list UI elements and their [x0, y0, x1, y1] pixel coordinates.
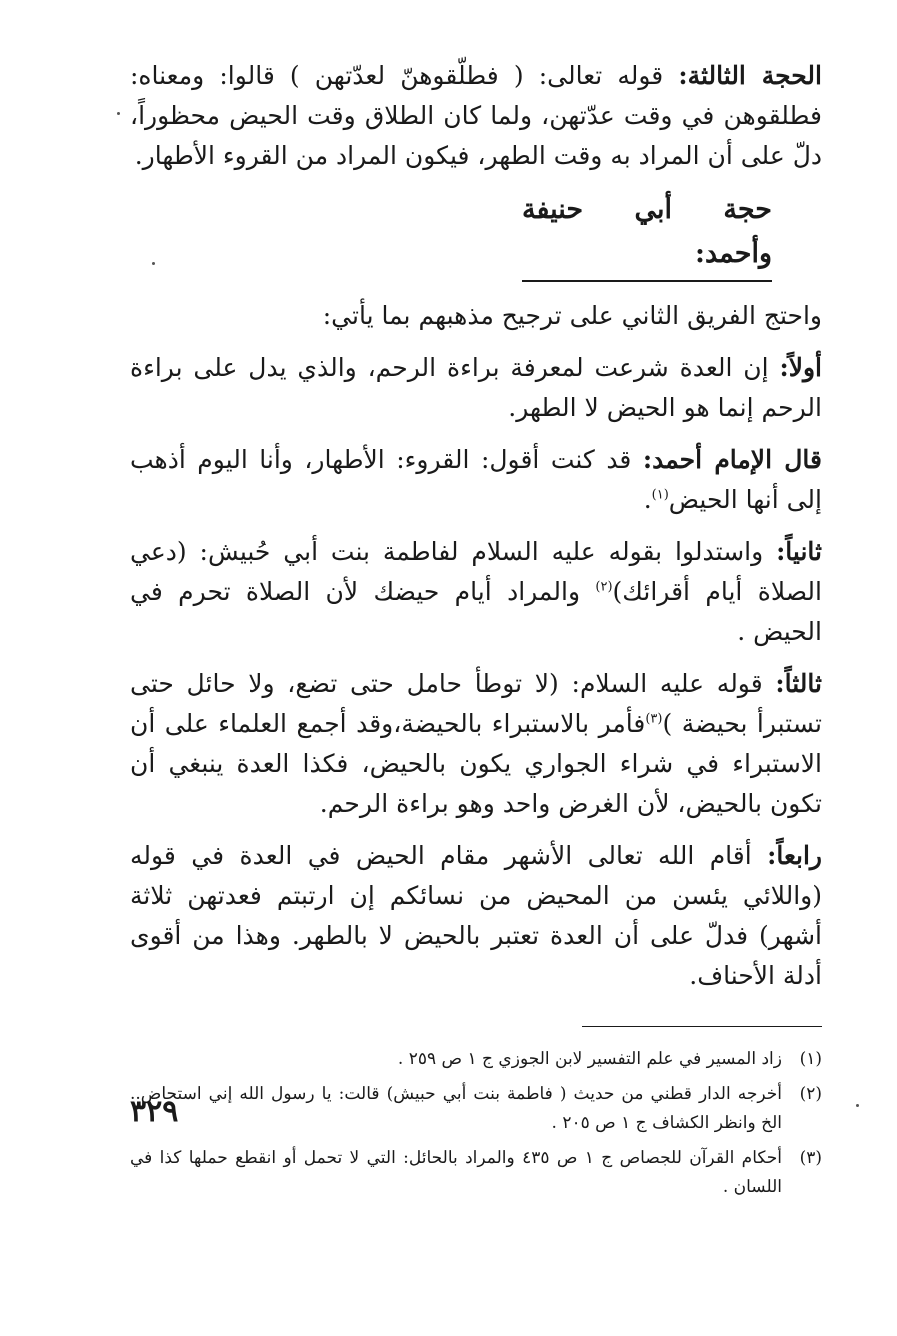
paragraph-lead: ثانياً:: [776, 537, 822, 566]
paragraph-text: واستدلوا بقوله عليه السلام لفاطمة بنت أبي حُبيش: (دعي الصلاة أيام أقرائك): [130, 537, 822, 606]
section-heading: حجة أبي حنيفة وأحمد:: [522, 188, 772, 282]
footnote-ref: (١): [651, 487, 669, 503]
paragraph-second: [130, 532, 822, 652]
paragraph-text: قوله تعالى: ( فطلّقوهنّ لعدّتهن ) قالوا: ومعناه: فطلقوهن في وقت عدّتهن، ولما كان الطلاق وقت الحيض محظوراً، دلّ على أن المراد به وقت الطهر، فيكون المراد من القروء الأطهار.: [130, 61, 822, 170]
page-body: [130, 56, 822, 1208]
footnote-ref: (٣): [645, 711, 663, 727]
paragraph-fourth: [130, 836, 822, 996]
paragraph-lead: أولاً:: [779, 353, 822, 382]
footnote-item: [130, 1045, 822, 1074]
paragraph-tail: .: [643, 485, 652, 514]
footnote-number: (٢): [799, 1084, 822, 1104]
paragraph-lead: قال الإمام أحمد:: [642, 445, 822, 474]
scan-speck: [117, 112, 120, 115]
paragraph-imam-ahmad: [130, 440, 822, 520]
paragraph-text: إن العدة شرعت لمعرفة براءة الرحم، والذي يدل على براءة الرحم إنما هو الحيض لا الطهر.: [130, 353, 822, 422]
paragraph-lead: الحجة الثالثة:: [678, 61, 822, 90]
footnote-item: [130, 1144, 822, 1202]
paragraph-first: [130, 348, 822, 428]
footnote-text: زاد المسير في علم التفسير لابن الجوزي ج ١ ص ٢٥٩ .: [397, 1049, 782, 1069]
paragraph-intro: [130, 296, 822, 336]
footnotes: [130, 1045, 822, 1202]
paragraph-text: أقام الله تعالى الأشهر مقام الحيض في العدة في قوله (واللائي يئسن من المحيض من نسائكم إن ارتبتم فعدتهن ثلاثة أشهر) فدلّ على أن العدة تعتبر بالحيض لا بالطهر. وهذا من أقوى أدلة الأحناف.: [130, 841, 822, 990]
paragraph-text: واحتج الفريق الثاني على ترجيح مذهبهم بما يأتي:: [322, 301, 822, 330]
paragraph-third-argument: [130, 56, 822, 176]
paragraph-tail: والمراد أيام حيضك لأن الصلاة تحرم في الحيض .: [130, 577, 822, 646]
footnote-item: [130, 1080, 822, 1138]
page-number: ٣٢٩: [130, 1094, 179, 1129]
footnote-number: (٣): [799, 1148, 822, 1168]
footnote-text: أخرجه الدار قطني من حديث ( فاطمة بنت أبي حبيش) قالت: يا رسول الله إني استحاض.. الخ وانظر الكشاف ج ١ ص ٢٠٥ .: [130, 1084, 782, 1133]
footnote-divider: [582, 1026, 822, 1027]
paragraph-lead: ثالثاً:: [775, 669, 823, 698]
scan-speck: [856, 1104, 859, 1107]
footnote-ref: (٢): [595, 579, 613, 595]
paragraph-text: قد كنت أقول: القروء: الأطهار، وأنا اليوم أذهب إلى أنها الحيض: [130, 445, 822, 514]
paragraph-tail: فأمر بالاستبراء بالحيضة،وقد أجمع العلماء على أن الاستبراء في شراء الجواري يكون بالحيض، فكذا العدة ينبغي أن تكون بالحيض، لأن الغرض واحد وهو براءة الرحم.: [130, 709, 822, 818]
paragraph-third: [130, 664, 822, 824]
footnote-text: أحكام القرآن للجصاص ج ١ ص ٤٣٥ والمراد بالحائل: التي لا تحمل أو انقطع حملها كذا في اللسان .: [130, 1148, 783, 1197]
scan-speck: [152, 262, 155, 265]
paragraph-text: قوله عليه السلام: (لا توطأ حامل حتى تضع، ولا حائل حتى تستبرأ بحيضة ): [130, 669, 822, 738]
paragraph-lead: رابعاً:: [767, 841, 822, 870]
footnote-number: (١): [799, 1049, 822, 1069]
